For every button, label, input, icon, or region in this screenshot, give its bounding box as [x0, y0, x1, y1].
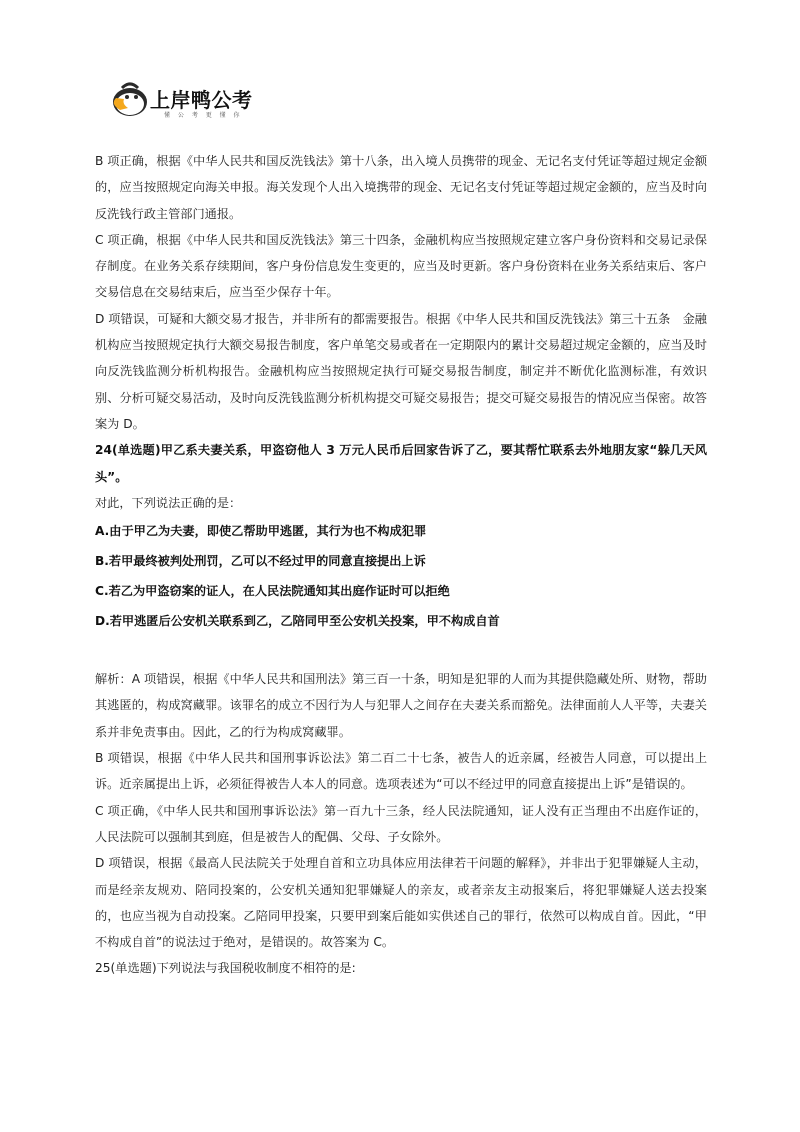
question-24-stem	[95, 437, 707, 516]
question-25-stem: 25(单选题)下列说法与我国税收制度不相符的是:	[95, 961, 356, 976]
paragraph-d-wrong: D 项错误，可疑和大额交易才报告，并非所有的都需要报告。根据《中华人民共和国反洗钱法》第三十五条 金融机构应当按照规定执行大额交易报告制度，客户单笔交易或者在一定期限内的累计交易超过规定金额的，应当及时向反洗钱监测分析机构报告。金融机构应当按照规定执行可疑交易报告制度，制定并不断优化监测标准，有效识别、分析可疑交易活动，及时向反洗钱监测分析机构提交可疑交易报告；提交可疑交易报告的情况应当保密。故答案为 D。	[95, 311, 707, 431]
paragraph-c-correct: C 项正确，根据《中华人民共和国反洗钱法》第三十四条，金融机构应当按照规定建立客户身份资料和交易记录保存制度。在业务关系存续期间，客户身份信息发生变更的，应当及时更新。客户身份资料在业务关系结束后、客户交易信息在交易结束后，应当至少保存十年。	[95, 232, 707, 300]
option-b: B.若甲最终被判处刑罚，乙可以不经过甲的同意直接提出上诉	[95, 554, 426, 569]
question-24-stem-bold: 24(单选题)甲乙系夫妻关系，甲盗窃他人 3 万元人民币后回家告诉了乙，要其帮忙联系去外地朋友家“躲几天风头”。	[95, 443, 707, 484]
analysis-c: C 项正确，《中华人民共和国刑事诉讼法》第一百九十三条，经人民法院通知，证人没有正当理由不出庭作证的，人民法院可以强制其到庭，但是被告人的配偶、父母、子女除外。	[95, 803, 707, 844]
option-c: C.若乙为甲盗窃案的证人，在人民法院通知其出庭作证时可以拒绝	[95, 584, 450, 599]
analysis-b: B 项错误，根据《中华人民共和国刑事诉讼法》第二百二十七条，被告人的近亲属，经被告人同意，可以提出上诉。近亲属提出上诉，必须征得被告人本人的同意。选项表述为“可以不经过甲的同意直接提出上诉”是错误的。	[95, 751, 707, 792]
duck-logo-icon	[108, 78, 152, 118]
brand-tagline: 懂 公 考 更 懂 你	[164, 112, 243, 119]
option-d: D.若甲逃匿后公安机关联系到乙，乙陪同甲至公安机关投案，甲不构成自首	[95, 614, 500, 629]
analysis-d: D 项错误，根据《最高人民法院关于处理自首和立功具体应用法律若干问题的解释》，并非出于犯罪嫌疑人主动，而是经亲友规劝、陪同投案的，公安机关通知犯罪嫌疑人的亲友，或者亲友主动报案后，将犯罪嫌疑人送去投案的，也应当视为自动投案。乙陪同甲投案，只要甲到案后能如实供述自己的罪行，依然可以构成自首。因此，“甲不构成自首”的说法过于绝对，是错误的。故答案为 C。	[95, 856, 707, 950]
paragraph-b-correct: B 项正确，根据《中华人民共和国反洗钱法》第十八条，出入境人员携带的现金、无记名支付凭证等超过规定金额的，应当按照规定向海关申报。海关发现个人出入境携带的现金、无记名支付凭证等超过规定金额的，应当及时向反洗钱行政主管部门通报。	[95, 154, 707, 221]
analysis-a: 解析：A 项错误，根据《中华人民共和国刑法》第三百一十条，明知是犯罪的人而为其提供隐藏处所、财物，帮助其逃匿的，构成窝藏罪。该罪名的成立不因行为人与犯罪人之间存在夫妻关系而豁免。法律面前人人平等，夫妻关系并非免责事由。因此，乙的行为构成窝藏罪。	[95, 672, 707, 739]
document-body	[95, 148, 707, 982]
brand-title: 上岸鸭公考	[150, 88, 253, 112]
question-24-stem-tail: 对此，下列说法正确的是：	[95, 495, 242, 510]
option-a: A.由于甲乙为夫妻，即使乙帮助甲逃匿，其行为也不构成犯罪	[95, 524, 427, 539]
spacer	[95, 636, 707, 666]
brand-logo	[108, 78, 258, 122]
